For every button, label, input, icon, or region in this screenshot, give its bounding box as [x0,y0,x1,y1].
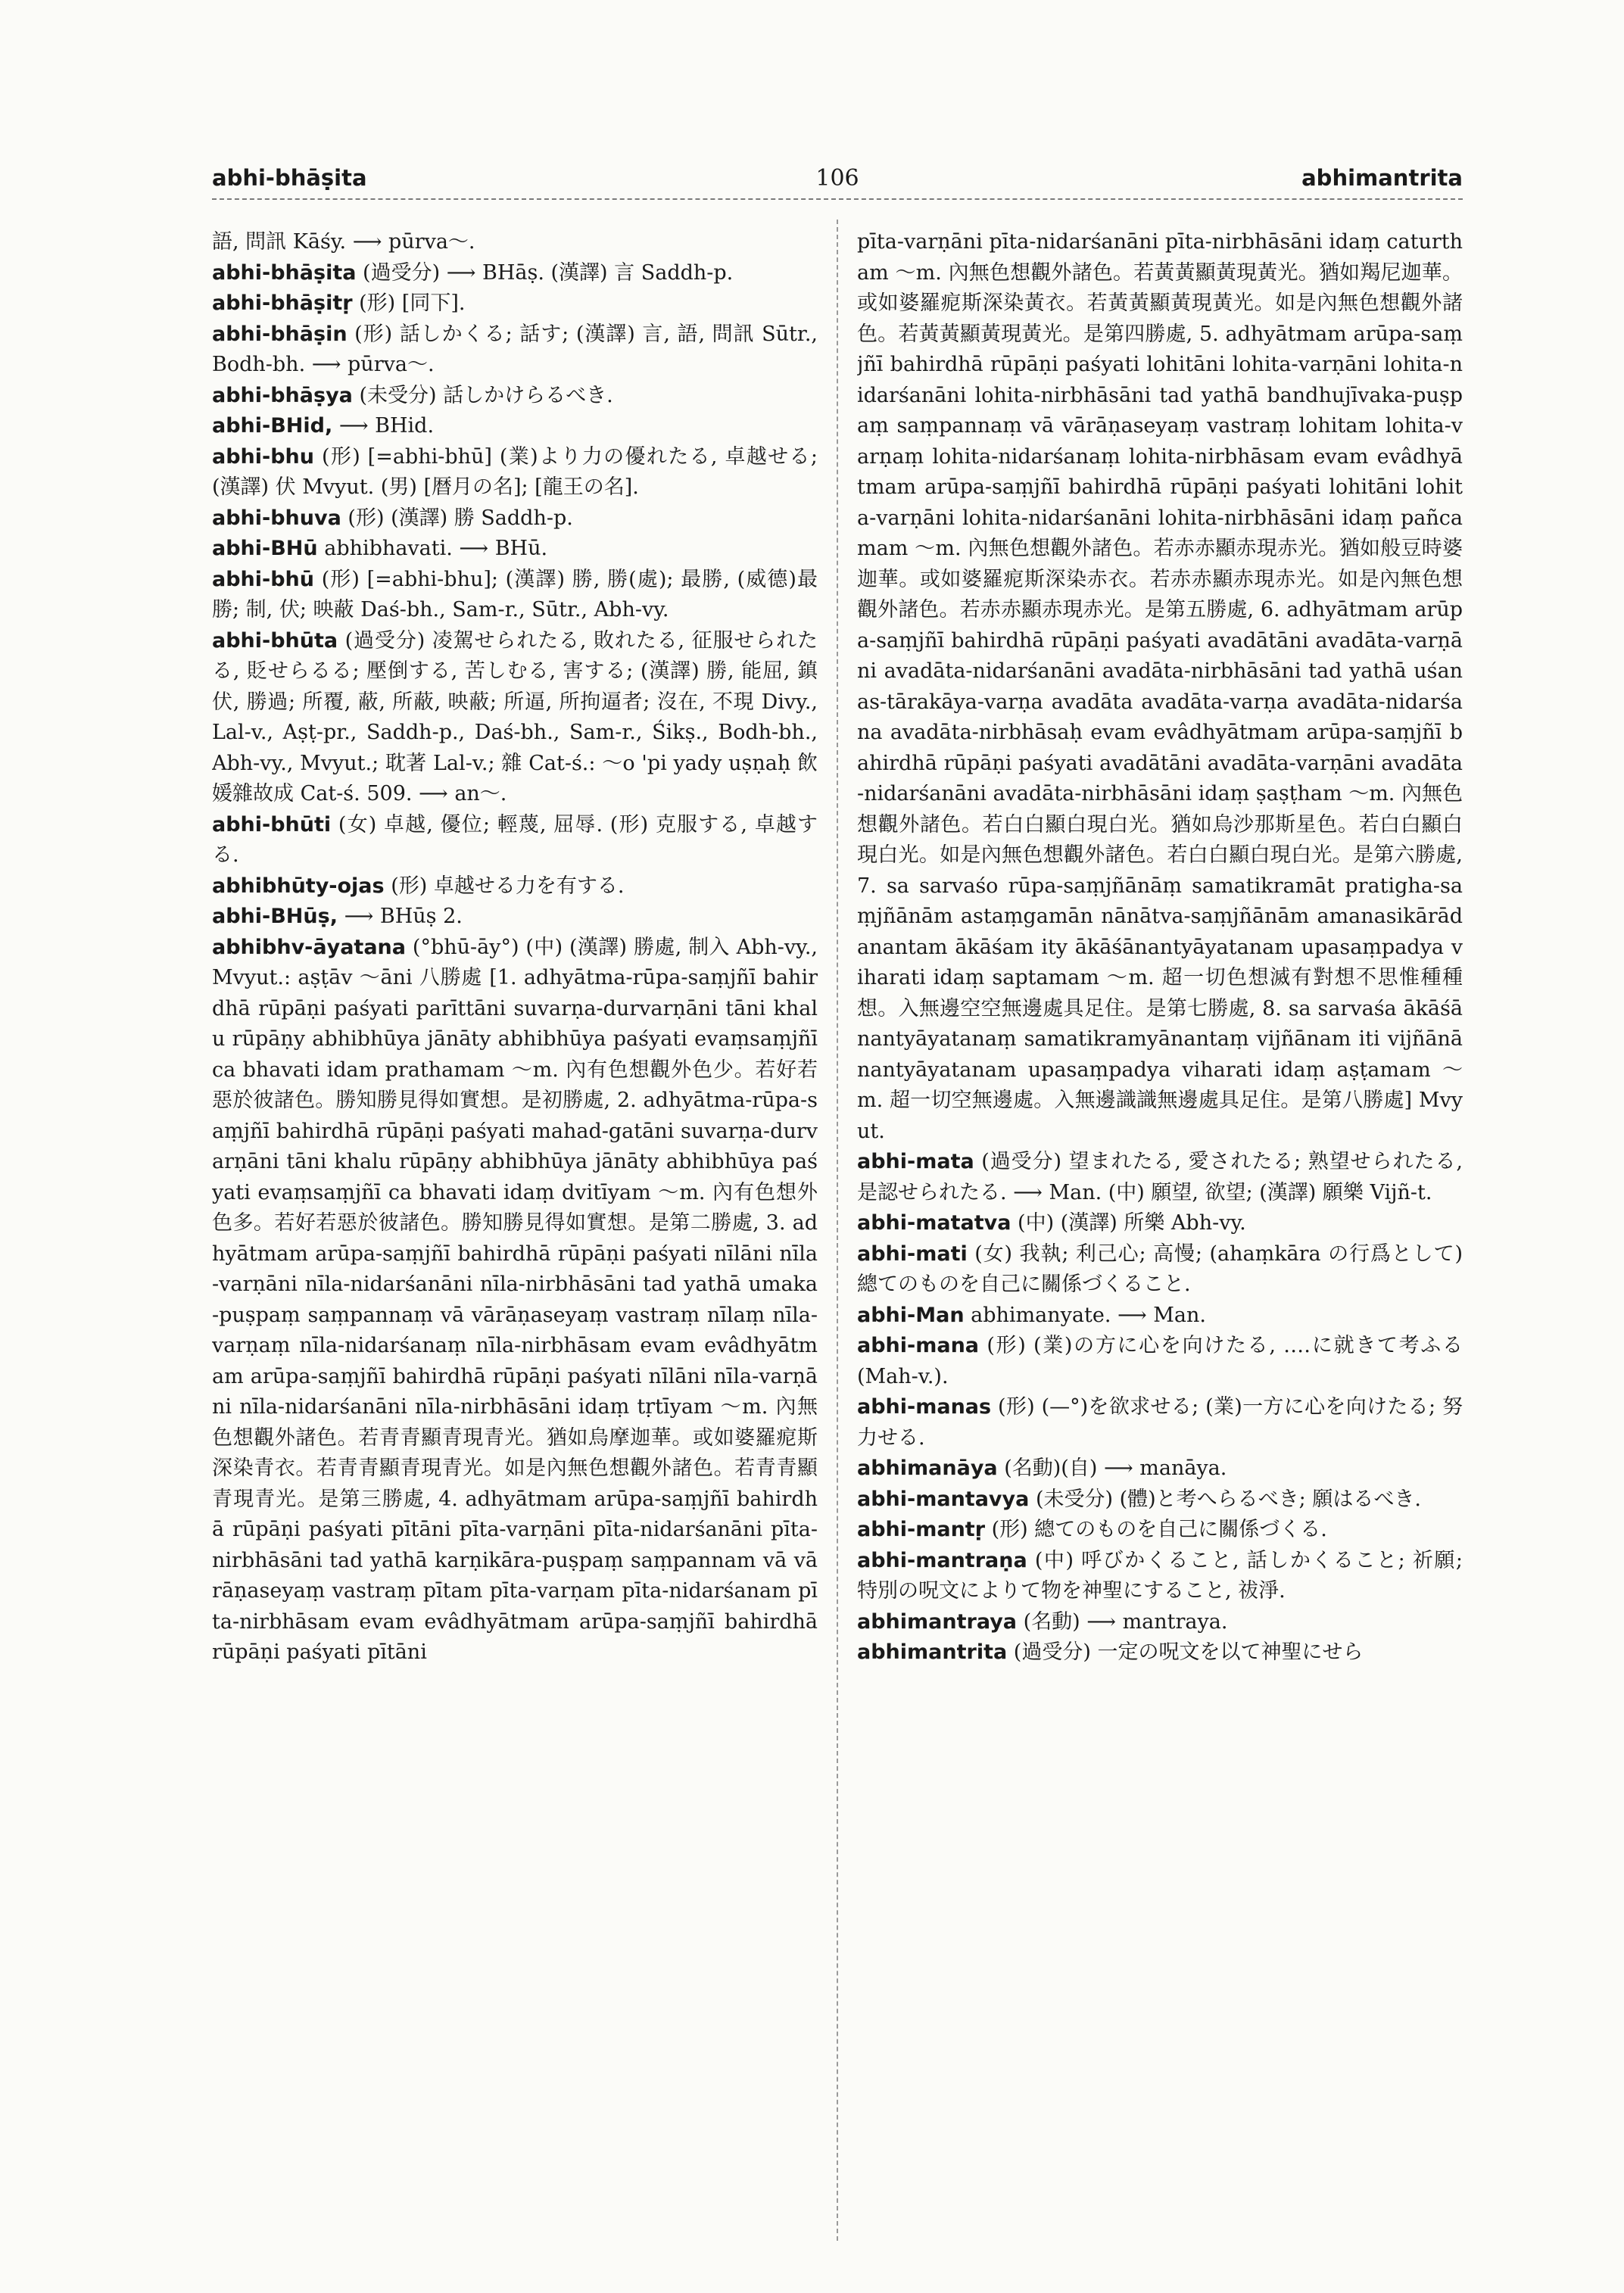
definition: (女) 我執; 利己心; 高慢; (ahaṃkāra の行爲として)總てのものを自己に關係づくること. [857,1242,1463,1296]
headword: abhi-BHūṣ, [212,905,338,928]
definition: (形) (—°)を欲求せる; (業)一方に心を向けたる; 努力せる. [857,1395,1463,1450]
definition: (形) [=abhi-bhū] (業)より力の優れたる, 卓越せる; (漢譯) 伏 Mvyut. (男) [暦月の名]; [龍王の名]. [212,444,818,499]
dictionary-entry [212,933,818,1668]
dictionary-entry [857,1637,1463,1668]
definition: abhibhavati. ⟶ BHū. [324,537,548,560]
headword: abhimanāya [857,1456,998,1480]
dictionary-entry [857,1546,1463,1607]
headword: abhi-mati [857,1242,968,1266]
headword: abhi-bhāṣin [212,322,348,346]
definition: (形) (漢譯) 勝 Saddh-p. [348,506,573,530]
header-first-entry: abhi-bhāṣita [212,165,367,191]
dictionary-entry [857,1147,1463,1208]
dictionary-entry [857,1453,1463,1485]
definition: (未受分) 話しかけらるべき. [359,383,613,407]
definition: (形) 總てのものを自己に關係づくる. [991,1518,1327,1541]
dictionary-entry [212,503,818,534]
header-last-entry: abhimantrita [1301,165,1463,191]
definition: (名動) ⟶ mantraya. [1023,1609,1228,1634]
dictionary-entry [857,1239,1463,1301]
definition: (形) (業)の方に心を向けたる, ‥‥に就きて考ふる (Mah-v.). [857,1334,1463,1388]
dictionary-entry [857,1392,1463,1453]
headword: abhi-bhuva [212,506,341,530]
headword: abhi-BHū [212,537,318,560]
dictionary-entry [212,319,818,381]
headword: abhi-bhāṣitṛ [212,291,353,315]
definition: (°bhū-āy°) (中) (漢譯) 勝處, 制入 Abh-vy., Mvyut.: aṣṭāv 〜āni 八勝處 [1. adhyātma-rūpa-saṃjñī bahirdhā rūpāṇi paśyati parīttāni suvarṇa-durvarṇāni tāni khalu rūpāṇy abhibhūya jānāty abhibhūya paśyati evaṃsaṃjñī ca bhavati idam prathamam 〜m. 內有色想觀外色少。若好若惡於彼諸色。勝知勝見得如實想。是初勝處, 2. adhyātma-rūpa-saṃjñī bahirdhā rūpāṇi paśyati mahad-gatāni suvarṇa-durvarṇāni tāni khalu rūpāṇy abhibhūya jānāty abhibhūya paśyati evaṃsaṃjñī ca bhavati idaṃ dvitīyam 〜m. 內有色想外色多。若好若惡於彼諸色。勝知勝見得如實想。是第二勝處, 3. adhyātmam arūpa-saṃjñī bahirdhā rūpāṇi paśyati nīlāni nīla-varṇāni nīla-nidarśanāni nīla-nirbhāsāni tad yathā umaka-puṣpaṃ saṃpannaṃ vā vārāṇaseyaṃ vastraṃ nīlaṃ nīla-varṇaṃ nīla-nidarśanaṃ nīla-nirbhāsam evam evâdhyātmam arūpa-saṃjñī bahirdhā rūpāṇi paśyati nīlāni nīla-varṇāni nīla-nidarśanāni nīla-nirbhāsāni idaṃ tṛtīyam 〜m. 內無色想觀外諸色。若青青顯青現青光。猶如烏摩迦華。或如婆羅痆斯深染青衣。若青青顯青現青光。如是內無色想觀外諸色。若青青顯青現青光。是第三勝處, 4. adhyātmam arūpa-saṃjñī bahirdhā rūpāṇi paśyati pītāni pīta-varṇāni pīta-nidarśanāni pīta-nirbhāsāni tad yathā karṇikāra-puṣpaṃ saṃpannam vā vārāṇaseyaṃ vastraṃ pītam pīta-varṇam pīta-nidarśanam pīta-nirbhāsam evam evâdhyātmam arūpa-saṃjñī bahirdhā rūpāṇi paśyati pītāni [212,935,818,1664]
dictionary-entry [212,626,818,810]
definition: abhimanyate. ⟶ Man. [971,1303,1206,1327]
dictionary-entry [212,288,818,319]
dictionary-entry [212,565,818,626]
dictionary-entry [857,1208,1463,1239]
dictionary-entry [212,902,818,933]
headword: abhi-mantavya [857,1487,1030,1511]
dictionary-entry [212,381,818,412]
definition: ⟶ BHid. [338,414,435,438]
headword: abhi-bhāṣita [212,260,357,285]
dictionary-entry [212,810,818,871]
headword: abhi-bhūti [212,812,332,837]
definition: (名動)(自) ⟶ manāya. [1004,1456,1227,1480]
right-column [857,227,1463,2248]
headword: abhi-mantraṇa [857,1548,1027,1572]
dictionary-entry [212,227,818,258]
headword: abhi-mana [857,1334,980,1357]
dictionary-entry [857,1485,1463,1516]
definition: ⟶ BHūṣ 2. [344,905,463,928]
column-divider [837,220,838,2241]
definition: (形) [同下]. [359,291,466,315]
definition: (形) [=abhi-bhu]; (漢譯) 勝, 勝(處); 最勝, (威德)最勝; 制, 伏; 映蔽 Daś-bh., Sam-r., Sūtr., Abh-vy. [212,567,818,622]
definition: (形) 卓越せる力を有する. [391,874,625,898]
definition: (未受分) (體)と考へらるべき; 願はるべき. [1035,1487,1421,1511]
running-header [212,165,1463,195]
dictionary-entry [212,258,818,289]
headword: abhi-bhu [212,444,314,469]
dictionary-entry [212,442,818,503]
header-divider [212,198,1463,200]
dictionary-entry [212,411,818,442]
headword: abhi-matatva [857,1211,1011,1235]
headword: abhi-bhūta [212,628,338,653]
definition: 語, 問訊 Kāśy. ⟶ pūrva〜. [212,230,475,254]
definition: (中) 呼びかくること, 話しかくること; 祈願; 特別の呪文によりて物を神聖にすること, 祓淨. [857,1548,1463,1603]
headword: abhi-mata [857,1150,974,1173]
headword: abhi-manas [857,1395,992,1419]
dictionary-entry [857,1607,1463,1638]
headword: abhi-Man [857,1303,965,1327]
dictionary-entry [857,1331,1463,1392]
dictionary-entry [857,1301,1463,1332]
definition: pīta-varṇāni pīta-nidarśanāni pīta-nirbhāsāni idaṃ caturtham 〜m. 內無色想觀外諸色。若黃黃顯黃現黃光。猶如羯尼迦華。或如婆羅痆斯深染黃衣。若黃黃顯黃現黃光。如是內無色想觀外諸色。若黃黃顯黃現黃光。是第四勝處, 5. adhyātmam arūpa-saṃjñī bahirdhā rūpāṇi paśyati lohitāni lohita-varṇāni lohita-nidarśanāni lohita-nirbhāsāni tad yathā bandhujīvaka-puṣpaṃ saṃpannaṃ vā vārāṇaseyaṃ vastraṃ lohitam lohita-varṇaṃ lohita-nidarśanaṃ lohita-nirbhāsam evam evâdhyātmam arūpa-saṃjñī bahirdhā rūpāṇi paśyati lohitāni lohita-varṇāni lohita-nidarśanāni lohita-nirbhāsāni idaṃ pañcamam 〜m. 內無色想觀外諸色。若赤赤顯赤現赤光。猶如般豆時婆迦華。或如婆羅痆斯深染赤衣。若赤赤顯赤現赤光。如是內無色想觀外諸色。若赤赤顯赤現赤光。是第五勝處, 6. adhyātmam arūpa-saṃjñī bahirdhā rūpāṇi paśyati avadātāni avadāta-varṇāni avadāta-nidarśanāni avadāta-nirbhāsāni tad yathā uśanas-tārakāya-varṇa avadāta avadāta-varṇa avadāta-nidarśana avadāta-nirbhāsaḥ evam evâdhyātmam arūpa-saṃjñī bahirdhā rūpāṇi paśyati avadātāni avadāta-varṇāni avadāta-nidarśanāni avadāta-nirbhāsāni idaṃ ṣaṣṭham 〜m. 內無色想觀外諸色。若白白顯白現白光。猶如烏沙那斯星色。若白白顯白現白光。如是內無色想觀外諸色。若白白顯白現白光。是第六勝處, 7. sa sarvaśo rūpa-saṃjñānāṃ samatikramāt pratigha-saṃjñānām astaṃgamān nānātva-saṃjñānām amanasikārād anantam ākāśam ity ākāśānantyāyatanam upasaṃpadya viharati idaṃ saptamam 〜m. 超一切色想滅有對想不思惟種種想。入無邊空空無邊處具足住。是第七勝處, 8. sa sarvaśa ākāśānantyāyatanaṃ samatikramyānantaṃ vijñānam iti vijñānānantyāyatanam upasaṃpadya viharati idaṃ aṣṭamam 〜m. 超一切空無邊處。入無邊識識無邊處具足住。是第八勝處] Mvyut. [857,230,1463,1143]
headword: abhi-mantṛ [857,1518,986,1541]
headword: abhimantraya [857,1609,1018,1634]
definition: (女) 卓越, 優位; 輕蔑, 屈辱. (形) 克服する, 卓越する. [212,812,818,867]
definition: (形) 話しかくる; 話す; (漢譯) 言, 語, 問訊 Sūtr., Bodh-bh. ⟶ pūrva〜. [212,322,818,376]
dictionary-entry [212,871,818,902]
dictionary-entry [857,1515,1463,1546]
definition: (過受分) ⟶ BHāṣ. (漢譯) 言 Saddh-p. [363,260,734,285]
definition: (過受分) 一定の呪文を以て神聖にせら [1013,1640,1364,1664]
headword: abhi-bhāṣya [212,383,353,407]
headword: abhibhv-āyatana [212,935,406,959]
headword: abhi-BHid, [212,414,333,438]
page-number: 106 [815,165,859,192]
dictionary-entry [857,227,1463,1147]
headword: abhi-bhū [212,567,314,591]
definition: (過受分) 凌駕せられたる, 敗れたる, 征服せられたる, 貶せらるる; 壓倒する, 苦しむる, 害する; (漢譯) 勝, 能屈, 鎮伏, 勝過; 所覆, 蔽, 所蔽, 映蔽; 所逼, 所拘逼者; 沒在, 不現 Divy., Lal-v., Aṣṭ-pr., Saddh-p., Daś-bh., Sam-r., Śikṣ., Bodh-bh., Abh-vy., Mvyut.; 耽著 Lal-v.; 雜 Cat-ś.: 〜o 'pi yady uṣṇaḥ 飲媛雜故成 Cat-ś. 509. ⟶ an〜. [212,628,818,805]
definition: (過受分) 望まれたる, 愛されたる; 熟望せられたる, 是認せられたる. ⟶ Man. (中) 願望, 欲望; (漢譯) 願樂 Vijñ-t. [857,1150,1463,1204]
left-column [212,227,818,2248]
dictionary-entry [212,534,818,565]
headword: abhibhūty-ojas [212,874,385,898]
definition: (中) (漢譯) 所樂 Abh-vy. [1018,1211,1246,1235]
headword: abhimantrita [857,1640,1008,1664]
